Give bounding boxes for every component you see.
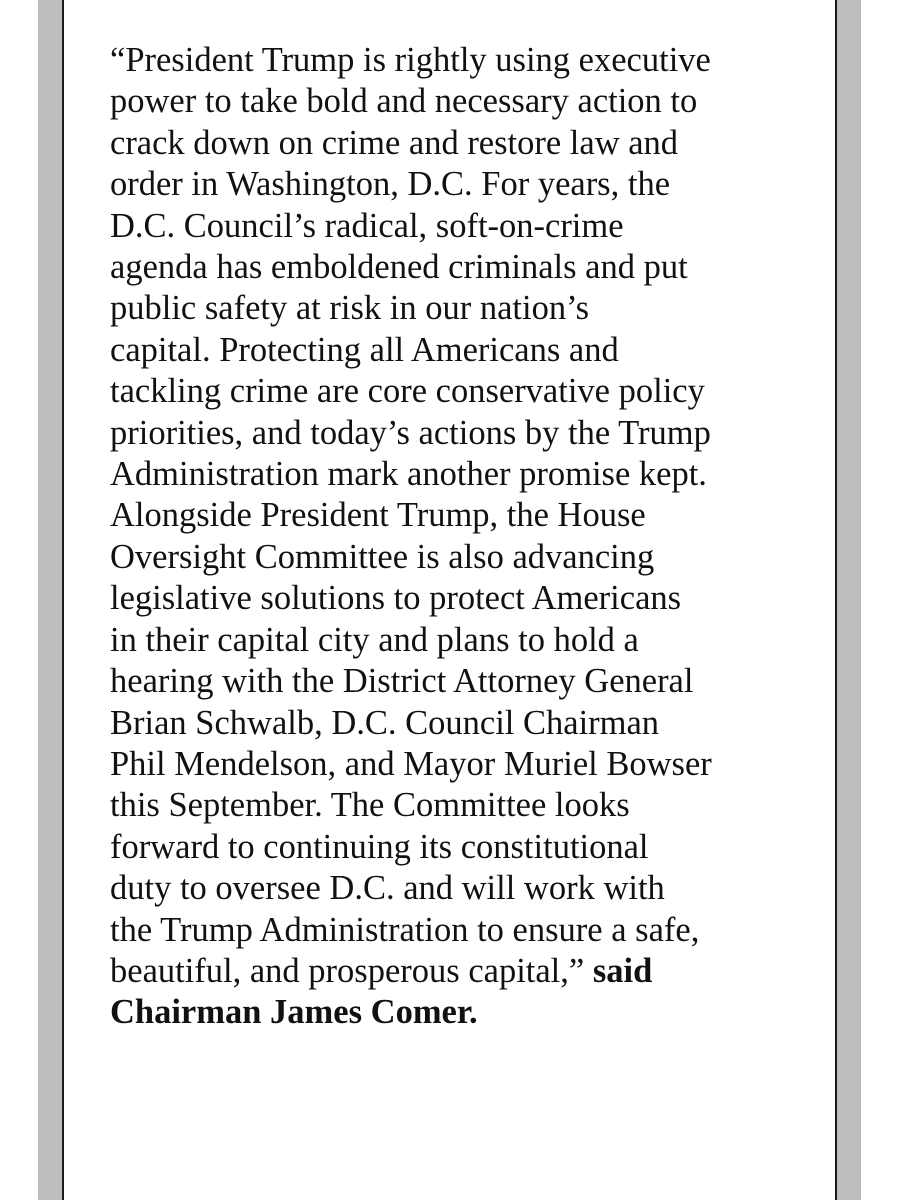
statement-line: tackling crime are core conservative policy	[110, 372, 705, 411]
statement-line: priorities, and today’s actions by the Trump	[110, 413, 711, 452]
left-gray-bar	[38, 0, 62, 1200]
statement-line: the Trump Administration to ensure a safe,	[110, 910, 700, 949]
statement-line: D.C. Council’s radical, soft-on-crime	[110, 206, 624, 245]
statement-line: Oversight Committee is also advancing	[110, 537, 655, 576]
statement-line: public safety at risk in our nation’s	[110, 289, 590, 328]
attribution-speaker: Chairman James Comer.	[110, 993, 478, 1032]
statement-line: in their capital city and plans to hold a	[110, 620, 639, 659]
statement-line: crack down on crime and restore law and	[110, 123, 679, 162]
statement-line: agenda has emboldened criminals and put	[110, 248, 688, 287]
statement-line: “President Trump is rightly using executive	[110, 41, 711, 79]
statement-line: Alongside President Trump, the House	[110, 496, 646, 535]
statement-line: power to take bold and necessary action to	[110, 82, 698, 121]
statement-line: duty to oversee D.C. and will work with	[110, 869, 665, 908]
statement-line: capital. Protecting all Americans and	[110, 330, 619, 369]
statement-closing-text: beautiful, and prosperous capital,”	[110, 951, 593, 990]
statement-line: hearing with the District Attorney General	[110, 662, 694, 701]
statement-line-final	[110, 951, 810, 992]
statement-line: forward to continuing its constitutional	[110, 827, 649, 866]
attribution-said: said	[592, 951, 653, 990]
statement-line: order in Washington, D.C. For years, the	[110, 165, 671, 204]
statement-line: this September. The Committee looks	[110, 786, 630, 825]
left-margin	[0, 0, 38, 1200]
statement-line: legislative solutions to protect Americans	[110, 579, 682, 618]
right-gray-bar	[837, 0, 861, 1200]
statement-line: Phil Mendelson, and Mayor Muriel Bowser	[110, 744, 712, 783]
statement-quote	[110, 40, 810, 1034]
statement-line: Administration mark another promise kept.	[110, 455, 707, 494]
statement-line: Brian Schwalb, D.C. Council Chairman	[110, 703, 660, 742]
